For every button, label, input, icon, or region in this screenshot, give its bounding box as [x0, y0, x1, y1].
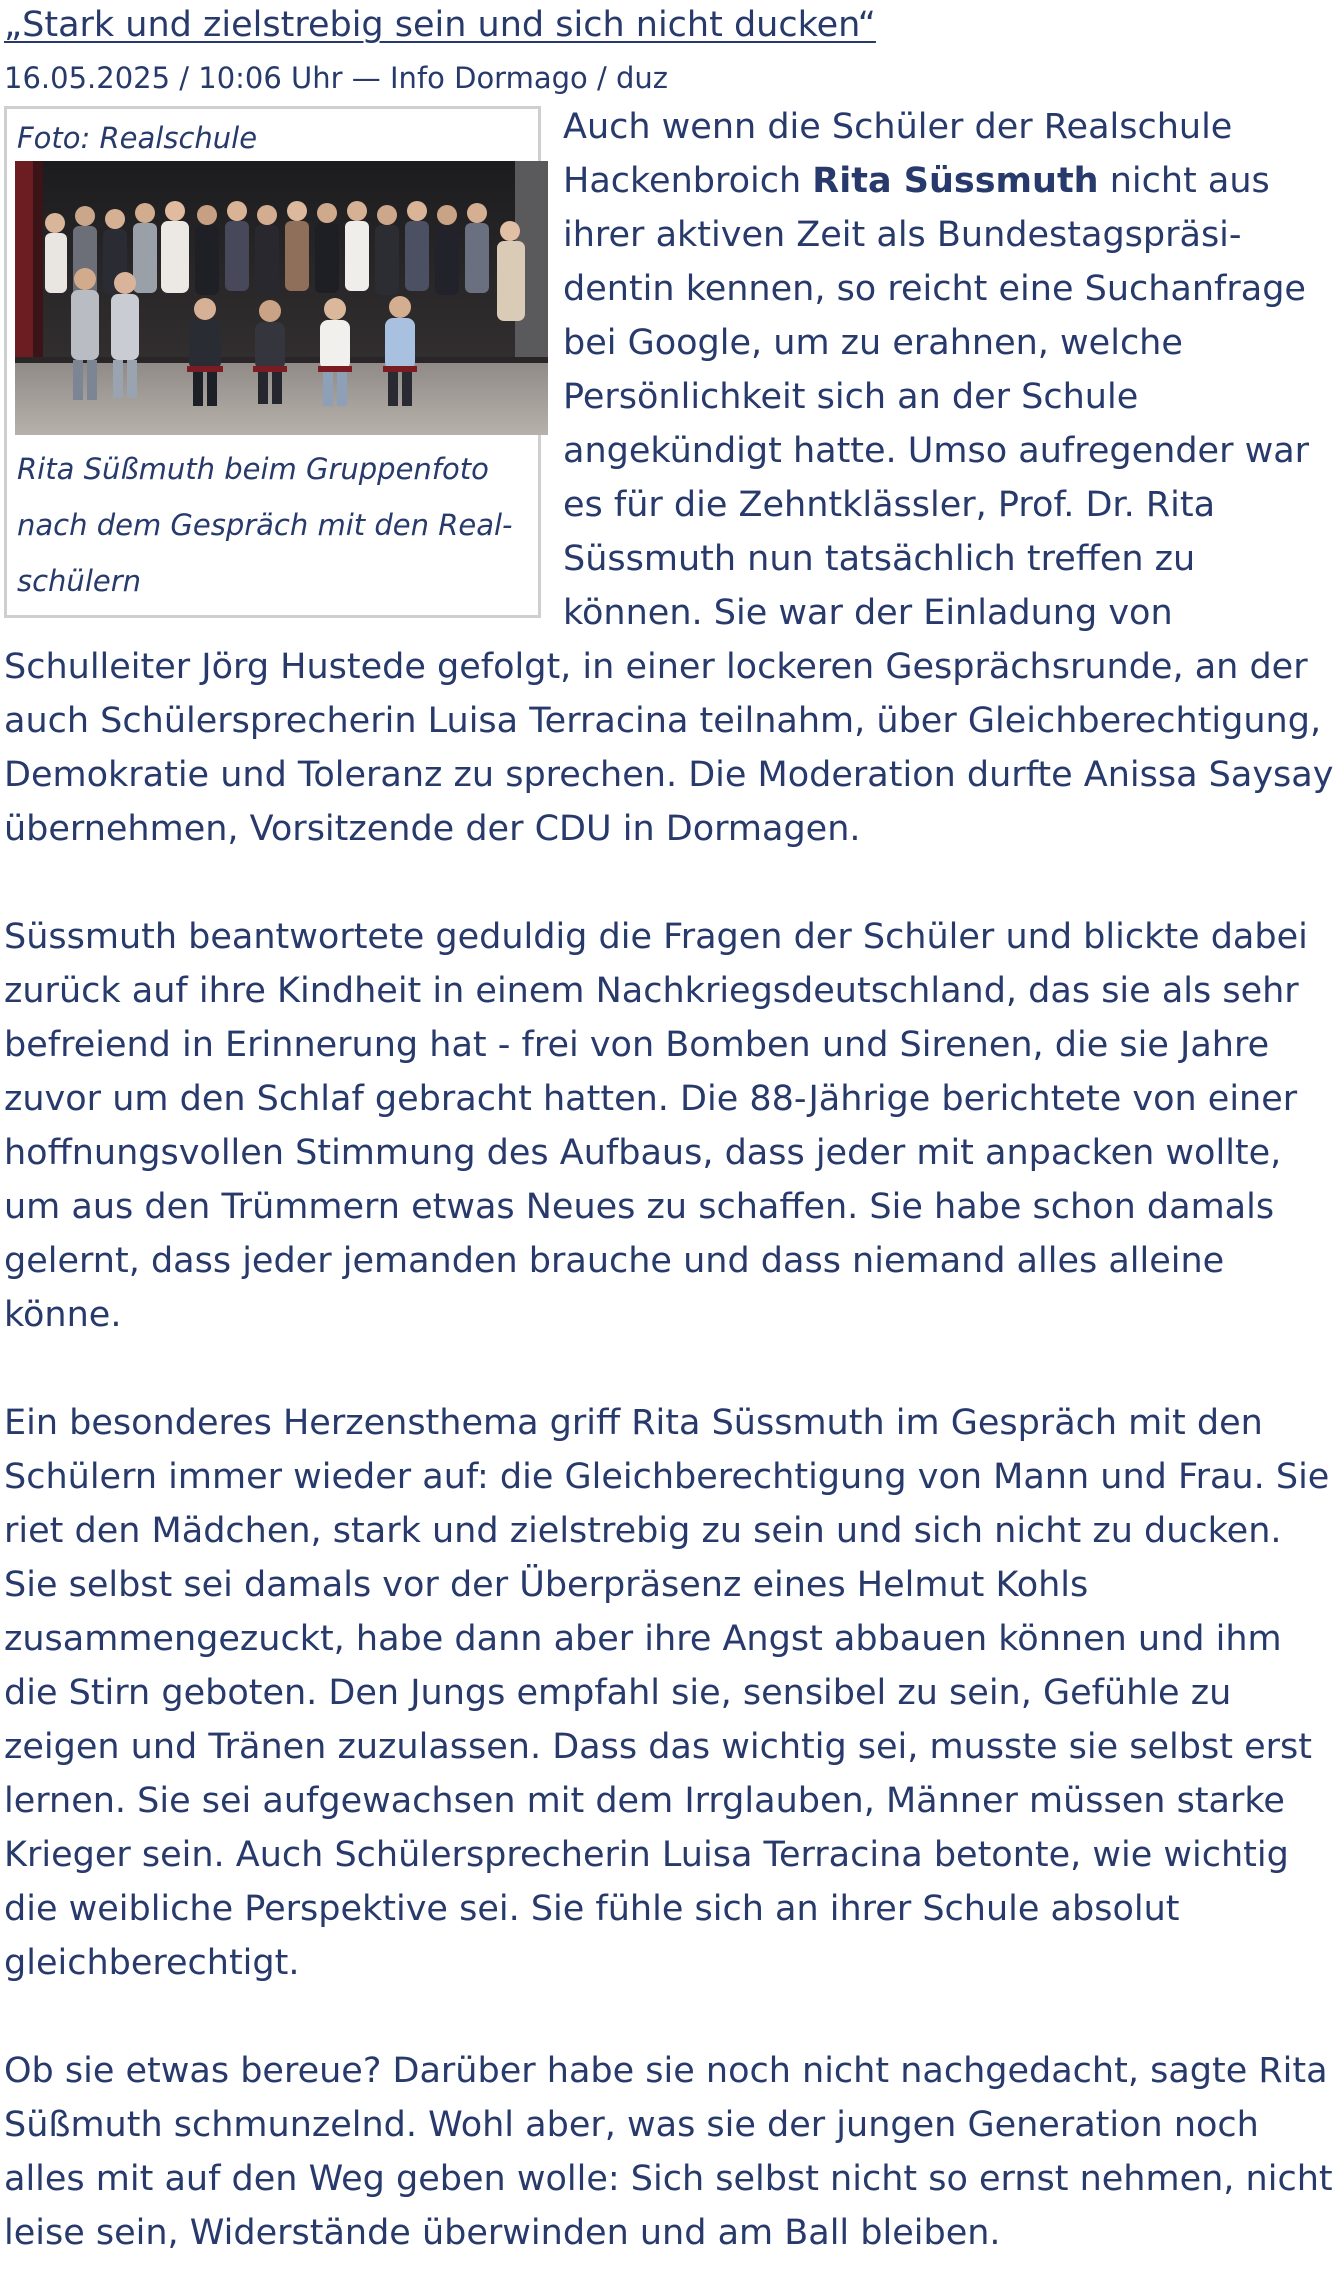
paragraph-1-part-1: Auch wenn die Schüler der Realschule Hackenbroich	[563, 107, 1233, 201]
article-headline	[4, 0, 1334, 48]
paragraph-1-part-2: nicht aus ihrer aktiven Zeit als Bundestagspräsidentin kennen, so reicht eine Suchanfrage bei Google, um zu erahnen, welche Persönlichkeit sich an der Schule angekündigt hatte. Umso aufregender war es für die Zehntklässler, Prof. Dr. Rita Süssmuth nun tatsächlich treffen zu können. Sie war der Einladung von Schulleiter Jörg Hustede gefolgt, in einer lockeren Gesprächsrunde, an der auch Schülersprecherin Luisa Terracina teilnahm, über Gleichberechtigung, Demokratie und Toleranz zu sprechen. Die Moderation durfte Anissa Saysay übernehmen, Vorsitzende der CDU in Dormagen.	[4, 161, 1334, 849]
article-meta: 16.05.2025 / 10:06 Uhr — Info Dormago / duz	[4, 61, 668, 95]
paragraph-3: Ein besonderes Herzensthema griff Rita Süssmuth im Gespräch mit den Schülern immer wieder auf: die Gleichberechtigung von Mann und Frau. Sie riet den Mädchen, stark und zielstrebig zu sein und sich nicht zu ducken. Sie selbst sei damals vor der Überpräsenz eines Helmut Kohls zusammengezuckt, habe dann aber ihre Angst abbauen können und ihm die Stirn geboten. Den Jungs empfahl sie, sensibel zu sein, Gefühle zu zeigen und Tränen zuzulassen. Dass das wichtig sei, musste sie selbst erst lernen. Sie sei aufgewachsen mit dem Irrglauben, Männer müssen starke Krieger sein. Auch Schülersprecherin Luisa Terracina betonte, wie wichtig die weibliche Perspektive sei. Sie fühle sich an ihrer Schule absolut gleichberechtigt.	[4, 1403, 1330, 1983]
photo-credit: Foto: Realschule	[17, 121, 258, 155]
photo-caption	[17, 441, 528, 609]
caption-line-3: schülern	[17, 564, 142, 598]
group-photo	[15, 161, 548, 435]
article-body	[4, 100, 1334, 2260]
paragraph-4: Ob sie etwas bereue? Darüber habe sie noch nicht nachgedacht, sagte Rita Süßmuth schmunzelnd. Wohl aber, was sie der jungen Generation noch alles mit auf den Weg geben wolle: Sich selbst nicht so ernst nehmen, nicht leise sein, Widerstände überwinden und am Ball bleiben.	[4, 2051, 1333, 2253]
highlighted-name: Rita Süssmuth	[812, 161, 1099, 201]
headline-link[interactable]: „Stark und zielstrebig sein und sich nicht ducken“	[4, 5, 876, 45]
paragraph-2: Süssmuth beantwortete geduldig die Fragen der Schüler und blickte dabei zurück auf ihre Kindheit in einem Nachkriegsdeutschland, das sie als sehr befreiend in Erinnerung hat - frei von Bomben und Sirenen, die sie Jahre zuvor um den Schlaf gebracht hatten. Die 88-Jährige berichtete von einer hoffnungsvollen Stimmung des Aufbaus, dass jeder mit anpacken wollte, um aus den Trümmern etwas Neues zu schaffen. Sie habe schon damals gelernt, dass jeder jemanden brauche und dass niemand alles alleine könne.	[4, 917, 1308, 1335]
caption-line-2: nach dem Gespräch mit den Real-	[17, 508, 513, 542]
caption-line-1: Rita Süßmuth beim Gruppenfoto	[17, 452, 489, 486]
article-figure	[4, 106, 541, 618]
